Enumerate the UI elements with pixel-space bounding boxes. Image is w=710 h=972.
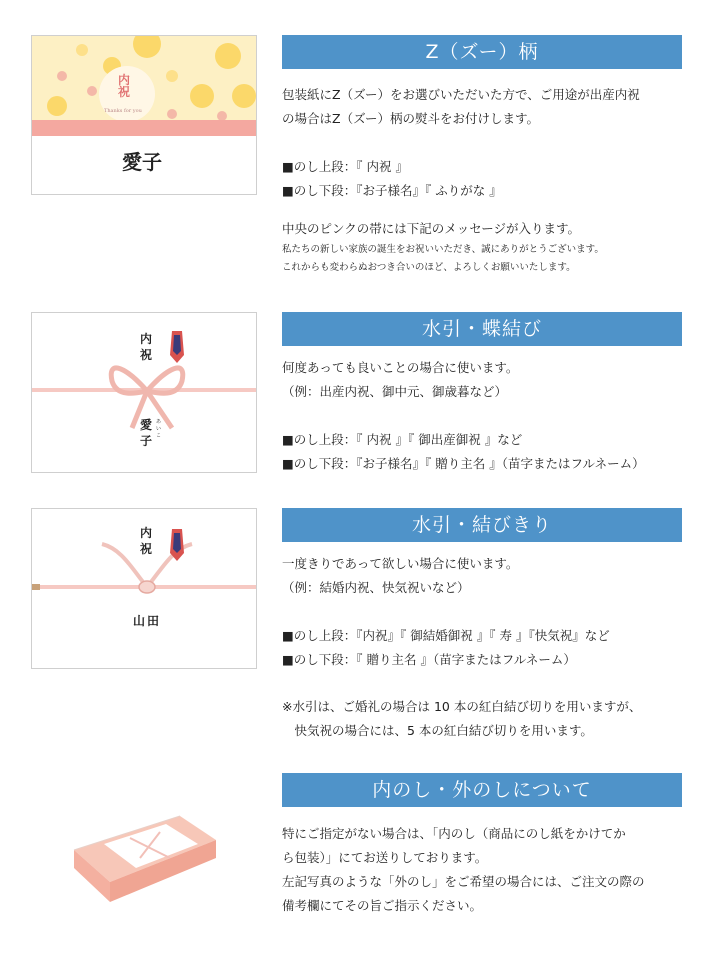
header-zoo: Z（ズー）柄 bbox=[282, 35, 682, 69]
uchinoshi-line: 特にご指定がない場合は、「内のし（商品にのし紙をかけてか bbox=[282, 826, 626, 841]
gift-box-image bbox=[70, 810, 218, 906]
chouchou-description bbox=[282, 356, 687, 476]
chouchou-noshi-thumbnail bbox=[31, 312, 257, 473]
musubikiri-line: ■のし上段：『内祝』『 御結婚御祝 』『 寿 』『快気祝』など bbox=[282, 628, 610, 643]
gift-box-photo bbox=[70, 810, 218, 906]
uchinoshi-line: 備考欄にてその旨ご指示ください。 bbox=[282, 898, 483, 913]
musubikiri-description bbox=[282, 552, 687, 743]
chouchou-line: （例：出産内祝、御中元、御歳暮など） bbox=[282, 384, 508, 399]
thumb-top-label: 内祝 bbox=[140, 332, 153, 362]
uchinoshi-line: 左記写真のような「外のし」をご希望の場合には、ご注文の際の bbox=[282, 874, 645, 889]
thumb-name-label: 愛子 bbox=[140, 418, 153, 448]
chouchou-line: ■のし下段：『お子様名』『 贈り主名 』（苗字またはフルネーム） bbox=[282, 456, 645, 471]
header-uchinoshi: 内のし・外のしについて bbox=[282, 773, 682, 807]
zoo-line: の場合はZ（ズー）柄の熨斗をお付けします。 bbox=[282, 111, 539, 126]
chouchou-line bbox=[282, 404, 687, 428]
musubikiri-noshi-thumbnail bbox=[31, 508, 257, 669]
musubikiri-note: 快気祝の場合には、5 本の紅白結び切りを用います。 bbox=[282, 723, 593, 738]
zoo-message-line: 私たちの新しい家族の誕生をお祝いいただき、誠にありがとうございます。 bbox=[282, 244, 604, 255]
chouchou-line: 何度あっても良いことの場合に使います。 bbox=[282, 360, 519, 375]
zoo-line: 包装紙にZ（ズー）をお選びいただいた方で、ご用途が出産内祝 bbox=[282, 87, 640, 102]
zoo-line bbox=[282, 131, 687, 155]
zoo-line: ■のし上段：『 内祝 』 bbox=[282, 159, 409, 174]
header-musubikiri: 水引・結びきり bbox=[282, 508, 682, 542]
zoo-description bbox=[282, 83, 687, 277]
zoo-line: ■のし下段：『お子様名』『 ふりがな 』 bbox=[282, 183, 502, 198]
thumb-furigana: あいこ bbox=[156, 419, 162, 439]
thumb-subtitle: Thanks for you bbox=[104, 108, 142, 114]
header-chouchou: 水引・蝶結び bbox=[282, 312, 682, 346]
musubikiri-line bbox=[282, 600, 687, 624]
musubikiri-line: （例：結婚内祝、快気祝いなど） bbox=[282, 580, 470, 595]
thumb-top-label: 内祝 bbox=[140, 526, 153, 556]
musubikiri-note: ※水引は、ご婚礼の場合は 10 本の紅白結び切りを用いますが、 bbox=[282, 699, 642, 714]
chouchou-line: ■のし上段：『 内祝 』『 御出産御祝 』など bbox=[282, 432, 523, 447]
zoo-noshi-thumbnail bbox=[31, 35, 257, 195]
thumb-name-label: 愛子 bbox=[122, 150, 162, 174]
musubikiri-line: 一度きりであって欲しい場合に使います。 bbox=[282, 556, 519, 571]
uchinoshi-line: ら包装）」にてお送りしております。 bbox=[282, 850, 488, 865]
zoo-message-line: これからも変わらぬおつき合いのほど、よろしくお願いいたします。 bbox=[282, 262, 576, 273]
musubikiri-line: ■のし下段：『 贈り主名 』（苗字またはフルネーム） bbox=[282, 652, 576, 667]
thumb-top-label: 内 祝 bbox=[118, 73, 131, 99]
zoo-message-intro: 中央のピンクの帯には下記のメッセージが入ります。 bbox=[282, 221, 581, 236]
uchinoshi-description bbox=[282, 822, 687, 918]
thumb-name-label: 山田 bbox=[133, 614, 162, 628]
